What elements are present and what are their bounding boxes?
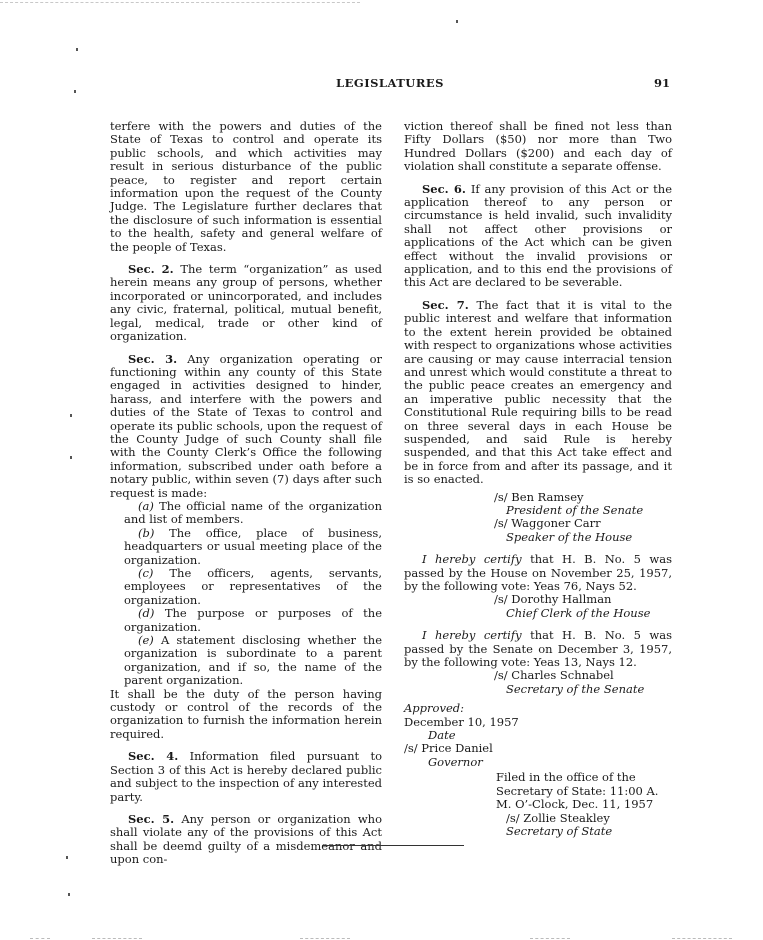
- signature-secretary-of-state: /s/ Zollie Steakley: [506, 810, 610, 825]
- section-5: [110, 813, 382, 867]
- title-secretary-of-state: Secretary of State: [506, 823, 613, 838]
- list-item-text: The office, place of business, headquarters or usual meeting place of the organization.: [124, 525, 382, 567]
- house-certification: [404, 553, 672, 593]
- list-item-c: [110, 567, 382, 607]
- senate-certification: [404, 629, 672, 669]
- section-2: [110, 263, 382, 343]
- right-column: [404, 120, 672, 838]
- list-item-label: (d): [138, 606, 155, 621]
- running-header: LEGISLATURES: [336, 76, 444, 90]
- scan-speck: [74, 90, 76, 93]
- list-item-a: [110, 500, 382, 527]
- signature-governor: /s/ Price Daniel: [404, 741, 493, 756]
- scan-speck: [68, 893, 70, 896]
- date-label: Date: [428, 728, 456, 743]
- scan-artifact-top: [0, 2, 360, 3]
- list-item-label: (b): [138, 525, 155, 540]
- section-4-label: Sec. 4.: [128, 749, 179, 764]
- title-house-speaker: Speaker of the House: [506, 529, 633, 544]
- scan-artifact-bottom: [672, 938, 732, 939]
- title-chief-clerk: Chief Clerk of the House: [506, 605, 651, 620]
- list-item-text: The official name of the organization and list of members.: [124, 498, 382, 527]
- certification-lead: I hereby certify: [422, 628, 522, 643]
- page-number: 91: [653, 76, 670, 90]
- list-item-label: (c): [138, 566, 154, 580]
- list-item-text: The officers, agents, servants, employees or representatives of the organization.: [124, 566, 382, 607]
- scan-speck: [456, 20, 458, 23]
- signature-senate-president: /s/ Ben Ramsey: [494, 489, 584, 504]
- section-6: [404, 183, 672, 290]
- end-divider: [322, 845, 464, 846]
- list-item-text: The purpose or purposes of the organization.: [124, 606, 383, 634]
- section-5-text: Any person or organization who shall violate any of the provisions of this Act shall be deemd guilty of a misdemeanor and upon con-: [110, 811, 383, 867]
- title-governor: Governor: [428, 754, 483, 769]
- signature-house-speaker: /s/ Waggoner Carr: [494, 516, 601, 531]
- section-7-text: The fact that it is vital to the public interest and welfare that information to the extent herein provided be obtained with respect to organizations whose activities are causing or may cause interracial tension and unrest which would constitute a threat to the public peace creates an emergency and an imperative public necessity that the Constitutional Rule requiring bills to be read on three several days in each House be suspended, and said Rule is hereby suspended, and that this Act take effect and be in force from and after its passage, and it is so enacted.: [404, 297, 672, 487]
- certification-lead: I hereby certify: [422, 552, 522, 567]
- filing-notice: Filed in the office of the Secretary of State: 11:00 A. M. O’-Clock, Dec. 11, 1957: [496, 770, 659, 812]
- list-item-b: [110, 527, 382, 567]
- section-4-text: Information filed pursuant to Section 3 of this Act is hereby declared public and subject to the inspection of any interested party.: [110, 749, 382, 804]
- signature-senate-secretary: /s/ Charles Schnabel: [494, 668, 614, 683]
- list-item-label: (e): [138, 633, 154, 648]
- section-4: [110, 750, 382, 804]
- section-3-label: Sec. 3.: [128, 351, 178, 366]
- certification-text: that H. B. No. 5 was passed by the House on November 25, 1957, by the following vote: Yeas 76, Nays 52.: [404, 552, 672, 593]
- list-item-e: [110, 634, 382, 688]
- section-1-continuation: terfere with the powers and duties of the State of Texas to control and operate its public schools, and which activities may result in serious disturbance of the public peace, to register and report certain information upon the request of the County Judge. The Legislature further declares that the disclosure of such information is essential to the health, safety and general welfare of the people of Texas.: [110, 119, 382, 254]
- section-2-text: The term “organization” as used herein means any group of persons, whether incorporated or unincorporated, and includes any civic, fraternal, political, mutual benefit, legal, medical, trade or other kind of organization.: [110, 262, 383, 344]
- scan-speck: [70, 414, 72, 417]
- section-5-label: Sec. 5.: [128, 811, 175, 826]
- section-2-label: Sec. 2.: [128, 262, 174, 277]
- section-6-label: Sec. 6.: [422, 181, 466, 196]
- certification-text: that H. B. No. 5 was passed by the Senate on December 3, 1957, by the following vote: Yeas 13, Nays 12.: [404, 628, 672, 670]
- list-item-d: [110, 607, 382, 634]
- scan-artifact-bottom: [92, 938, 142, 939]
- section-7: [404, 299, 672, 487]
- approved-label: Approved:: [404, 701, 464, 716]
- section-7-label: Sec. 7.: [422, 297, 469, 312]
- section-6-text: If any provision of this Act or the application thereof to any person or circumstance is held invalid, such invalidity shall not affect other provisions or applications of the Act which can be given effect without the invalid provisions or application, and to this end the provisions of this Act are declared to be severable.: [404, 181, 672, 290]
- scan-artifact-bottom: [300, 938, 350, 939]
- scan-speck: [76, 48, 78, 51]
- scan-artifact-bottom: [30, 938, 50, 939]
- section-5-continuation: viction thereof shall be fined not less than Fifty Dollars ($50) nor more than Two Hundred Dollars ($200) and each day of violation shall constitute a separate offense.: [404, 119, 672, 174]
- approved-date: December 10, 1957: [404, 714, 519, 729]
- title-senate-president: President of the Senate: [506, 502, 644, 517]
- section-3-text: Any organization operating or functioning within any county of this State engaged in activities designed to hinder, harass, and interfere with the powers and duties of the State of Texas to control and operate its public schools, upon the request of the County Judge of such County shall file with the County Clerk’s Office the following information, subscribed under oath before a notary public, within seven (7) days after such request is made:: [110, 351, 383, 500]
- scan-speck: [66, 856, 68, 859]
- signature-chief-clerk: /s/ Dorothy Hallman: [494, 592, 612, 607]
- left-column: [110, 120, 382, 876]
- list-item-text: A statement disclosing whether the organization is subordinate to a parent organization, and if so, the name of the parent organization.: [124, 633, 383, 688]
- scan-speck: [70, 456, 72, 459]
- section-3: [110, 353, 382, 500]
- scan-artifact-bottom: [530, 938, 570, 939]
- title-senate-secretary: Secretary of the Senate: [506, 681, 645, 696]
- section-3-closing: It shall be the duty of the person having custody or control of the records of the organization to furnish the information herein required.: [110, 686, 382, 741]
- list-item-label: (a): [138, 498, 154, 513]
